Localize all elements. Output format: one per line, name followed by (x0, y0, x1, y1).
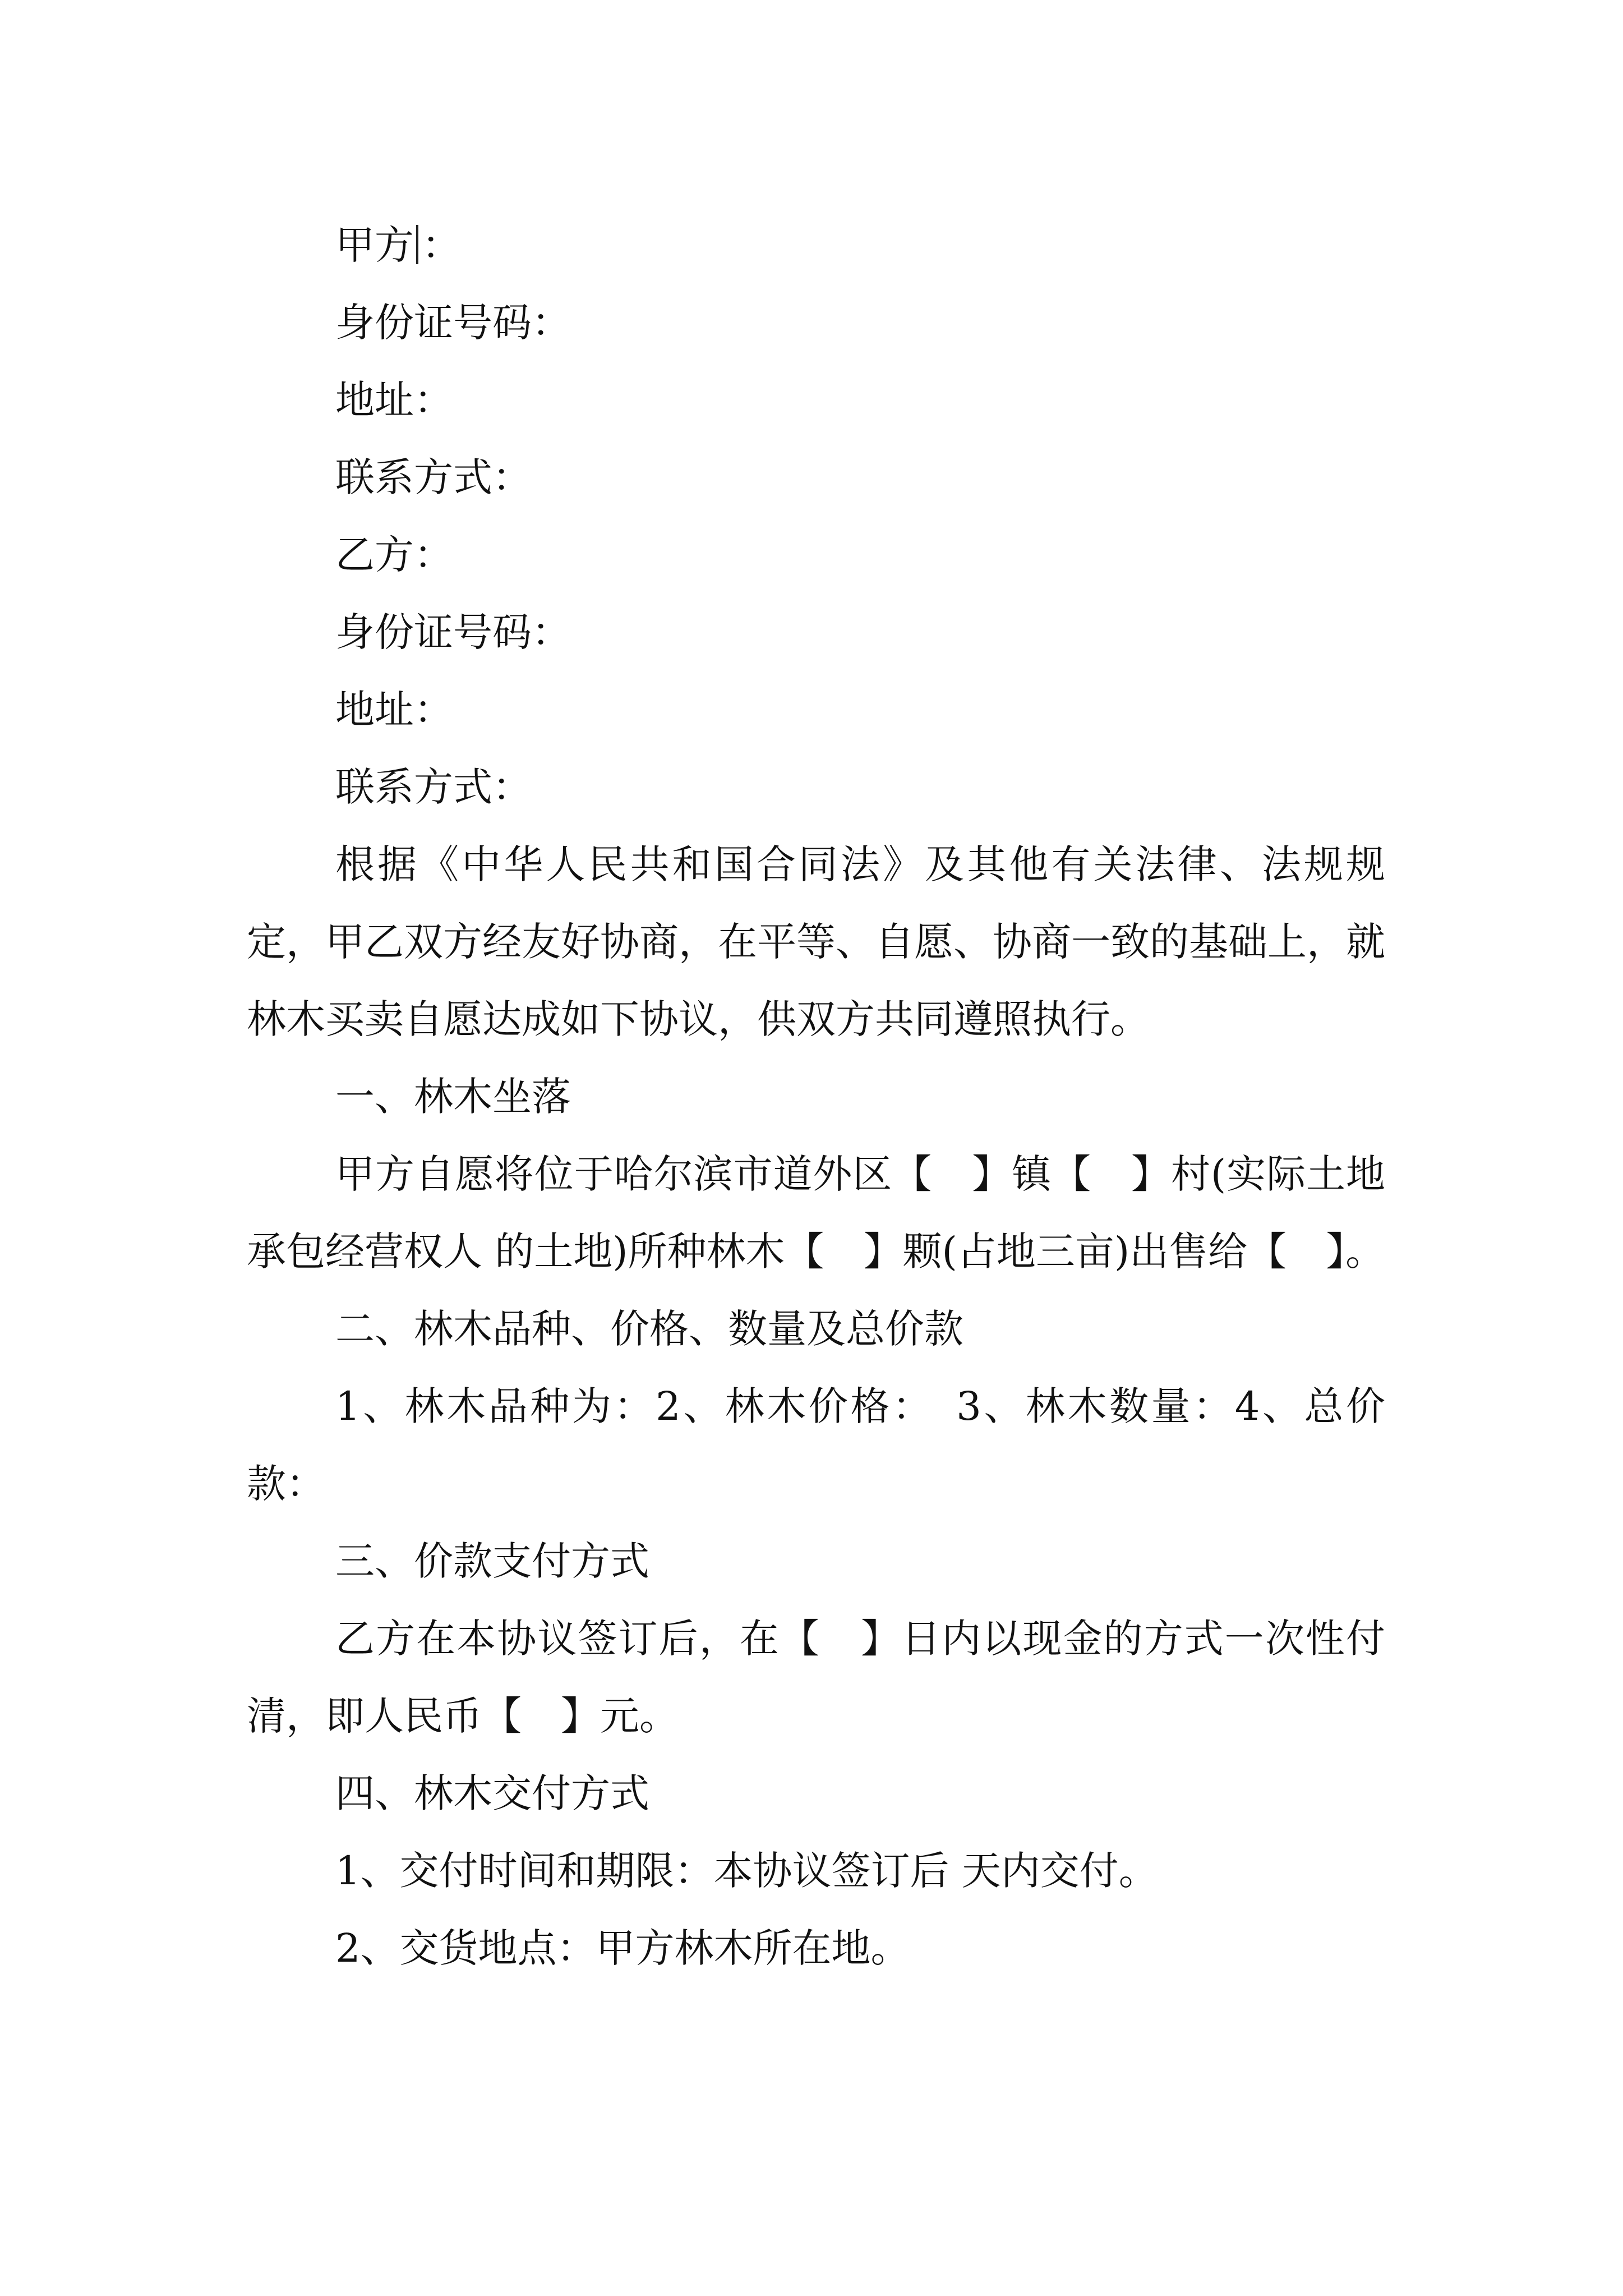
party-b-address: 地址： (335, 687, 453, 733)
party-a-label-text: 甲方 (335, 222, 414, 268)
party-a-id-number: 身份证号码： (335, 300, 571, 346)
section-heading: 四、林木交付方式 (335, 1770, 649, 1816)
section-item: 1、交付时间和期限：本协议签订后 天内交付。 (335, 1848, 1158, 1894)
section-heading: 二、林木品种、价格、数量及总价款 (335, 1306, 963, 1352)
party-b-label: 乙方： (335, 532, 453, 578)
party-a-label-colon: ： (422, 222, 461, 268)
section-body: 甲方自愿将位于哈尔滨市道外区【 】镇【 】村(实际土地承包经营权人 的土地)所种林木【 】颗(占地三亩)出售给【 】。 (247, 1151, 1385, 1274)
party-a-contact: 联系方式： (335, 454, 532, 500)
party-b-contact: 联系方式： (335, 764, 532, 810)
party-a-label[interactable] (247, 206, 1385, 284)
section-heading: 三、价款支付方式 (335, 1538, 649, 1584)
preamble-paragraph: 根据《中华人民共和国合同法》及其他有关法律、法规规定，甲乙双方经友好协商，在平等、自愿、协商一致的基础上，就林木买卖自愿达成如下协议，供双方共同遵照执行。 (247, 841, 1385, 1042)
party-b-id-number: 身份证号码： (335, 609, 571, 655)
document-body (247, 206, 1385, 1987)
section-body: 1、林木品种为：2、林木价格： 3、林木数量：4、总价款： (247, 1383, 1385, 1507)
party-a-address: 地址： (335, 377, 453, 423)
section-body: 乙方在本协议签订后，在【 】日内以现金的方式一次性付清，即人民币【 】元。 (247, 1616, 1385, 1739)
section-heading: 一、林木坐落 (335, 1074, 571, 1120)
text-cursor (416, 225, 418, 264)
section-item: 2、交货地点：甲方林木所在地。 (335, 1925, 910, 1971)
